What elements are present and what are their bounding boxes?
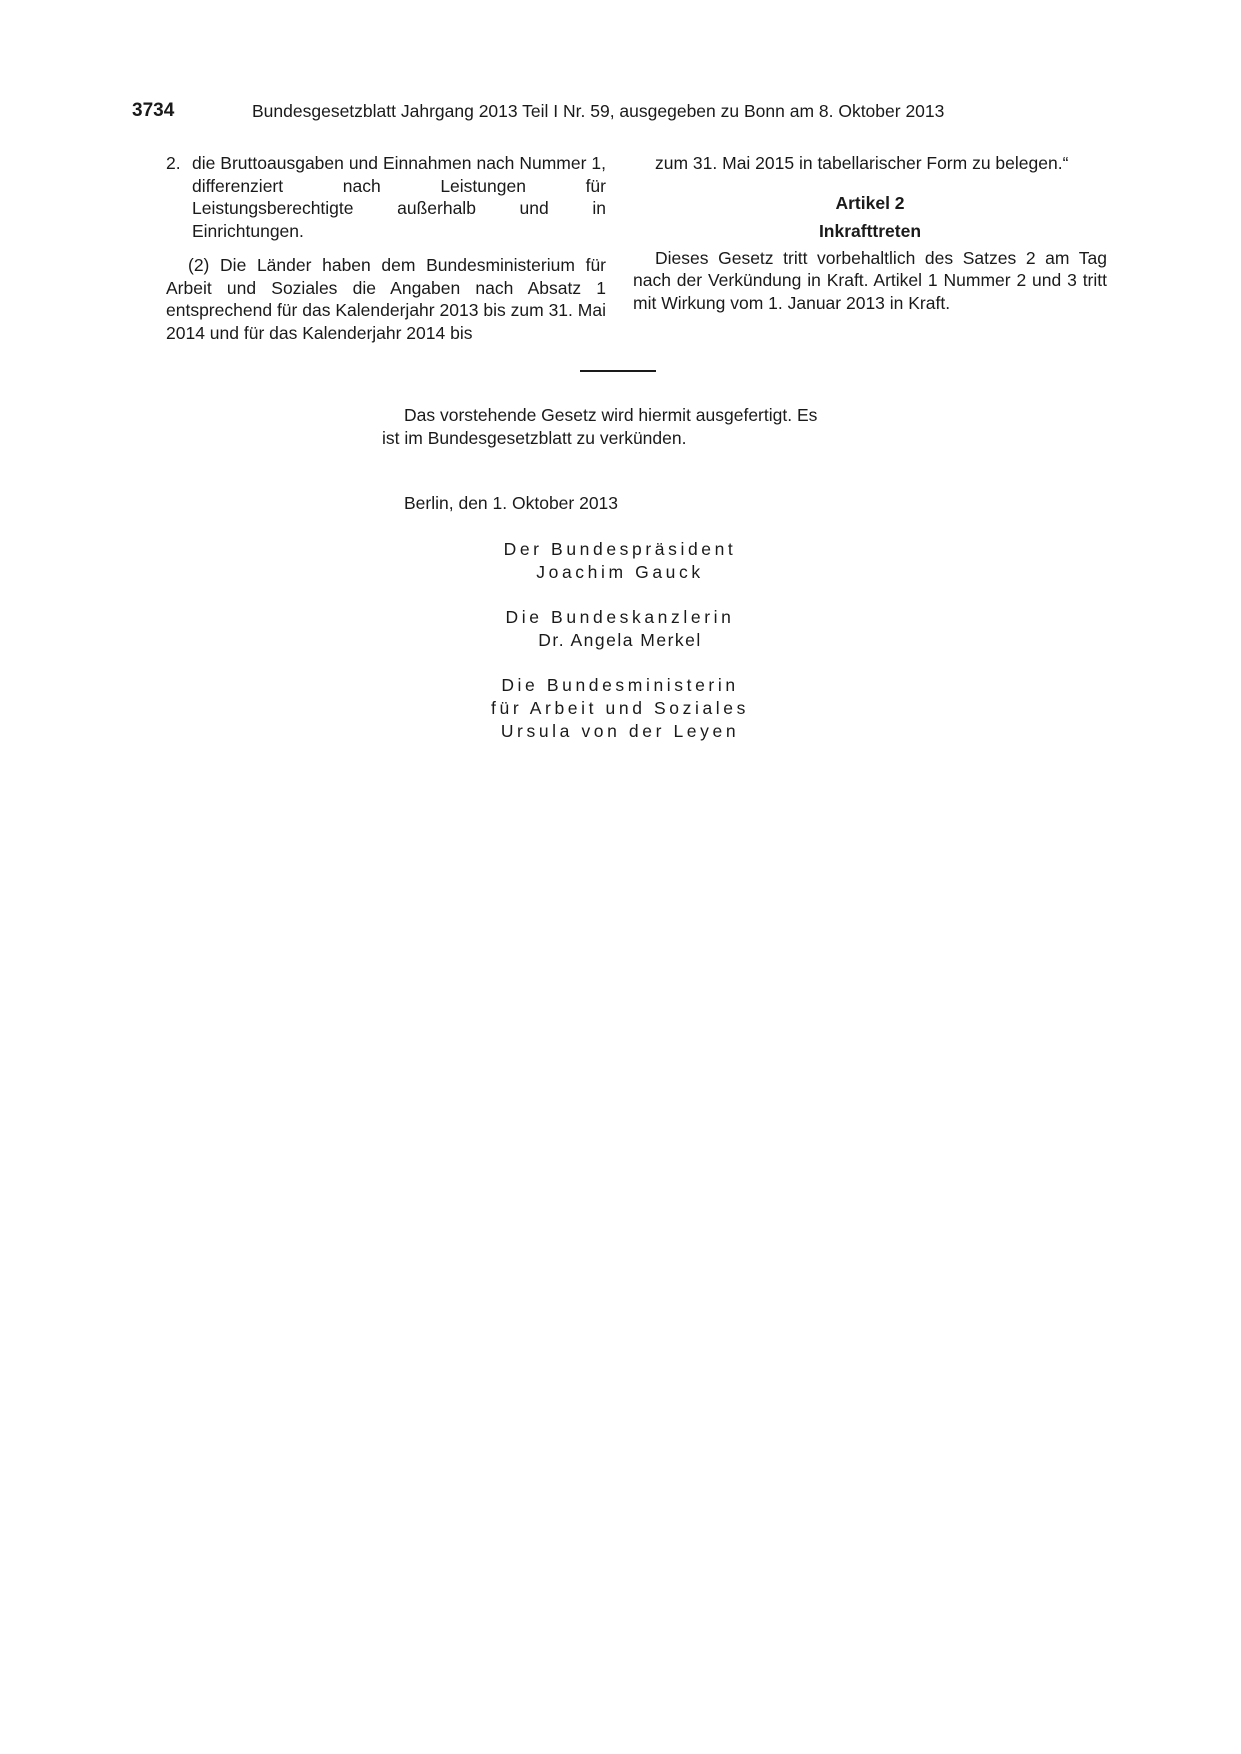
place-date: Berlin, den 1. Oktober 2013 [404, 493, 619, 513]
signatory-minister [420, 674, 820, 743]
promulgation-clause [382, 404, 852, 450]
signatory-name: Dr. Angela Merkel [538, 630, 702, 650]
continuation-text: zum 31. Mai 2015 in tabellarischer Form zu belegen.“ [655, 153, 1069, 173]
left-column [166, 152, 606, 344]
signatory-name: Joachim Gauck [536, 562, 704, 582]
promulgation-line-2: ist im Bundesgesetzblatt zu verkünden. [382, 428, 687, 448]
article-title: Artikel 2 [835, 192, 905, 213]
signatory-office-line-2: für Arbeit und Soziales [491, 698, 749, 718]
page-number: 3734 [132, 100, 175, 121]
right-column [633, 152, 1107, 314]
running-head: Bundesgesetzblatt Jahrgang 2013 Teil I Nr. 59, ausgegeben zu Bonn am 8. Oktober 2013 [252, 101, 945, 121]
paragraph-2: (2) Die Länder haben dem Bundesministerium für Arbeit und Soziales die Angaben nach Absatz 1 entsprechend für das Kalenderjahr 2013 bis zum 31. Mai 2014 und für das Kalenderjahr 2014 bis [166, 255, 606, 343]
list-item [166, 152, 606, 242]
page-header [132, 100, 991, 128]
signature-block [420, 538, 820, 765]
signatory-office: Der Bundespräsident [503, 539, 737, 559]
signatory-office: Die Bundeskanzlerin [505, 607, 735, 627]
promulgation-line-1: Das vorstehende Gesetz wird hiermit ausgefertigt. Es [404, 405, 818, 425]
signatory-president [420, 538, 820, 584]
article-body: Dieses Gesetz tritt vorbehaltlich des Satzes 2 am Tag nach der Verkündung in Kraft. Artikel 1 Nummer 2 und 3 tritt mit Wirkung vom 1. Januar 2013 in Kraft. [633, 247, 1107, 313]
signatory-chancellor [420, 606, 820, 652]
section-divider [580, 370, 656, 372]
article-subtitle: Inkrafttreten [818, 221, 922, 241]
list-item-number: 2. [166, 153, 181, 173]
list-item-text: die Bruttoausgaben und Einnahmen nach Nummer 1, differenziert nach Leistungen für Leistungsberechtigte außerhalb und in Einrichtungen. [192, 153, 606, 241]
signatory-office: Die Bundesministerin [501, 675, 739, 695]
signatory-name: Ursula von der Leyen [500, 721, 740, 741]
